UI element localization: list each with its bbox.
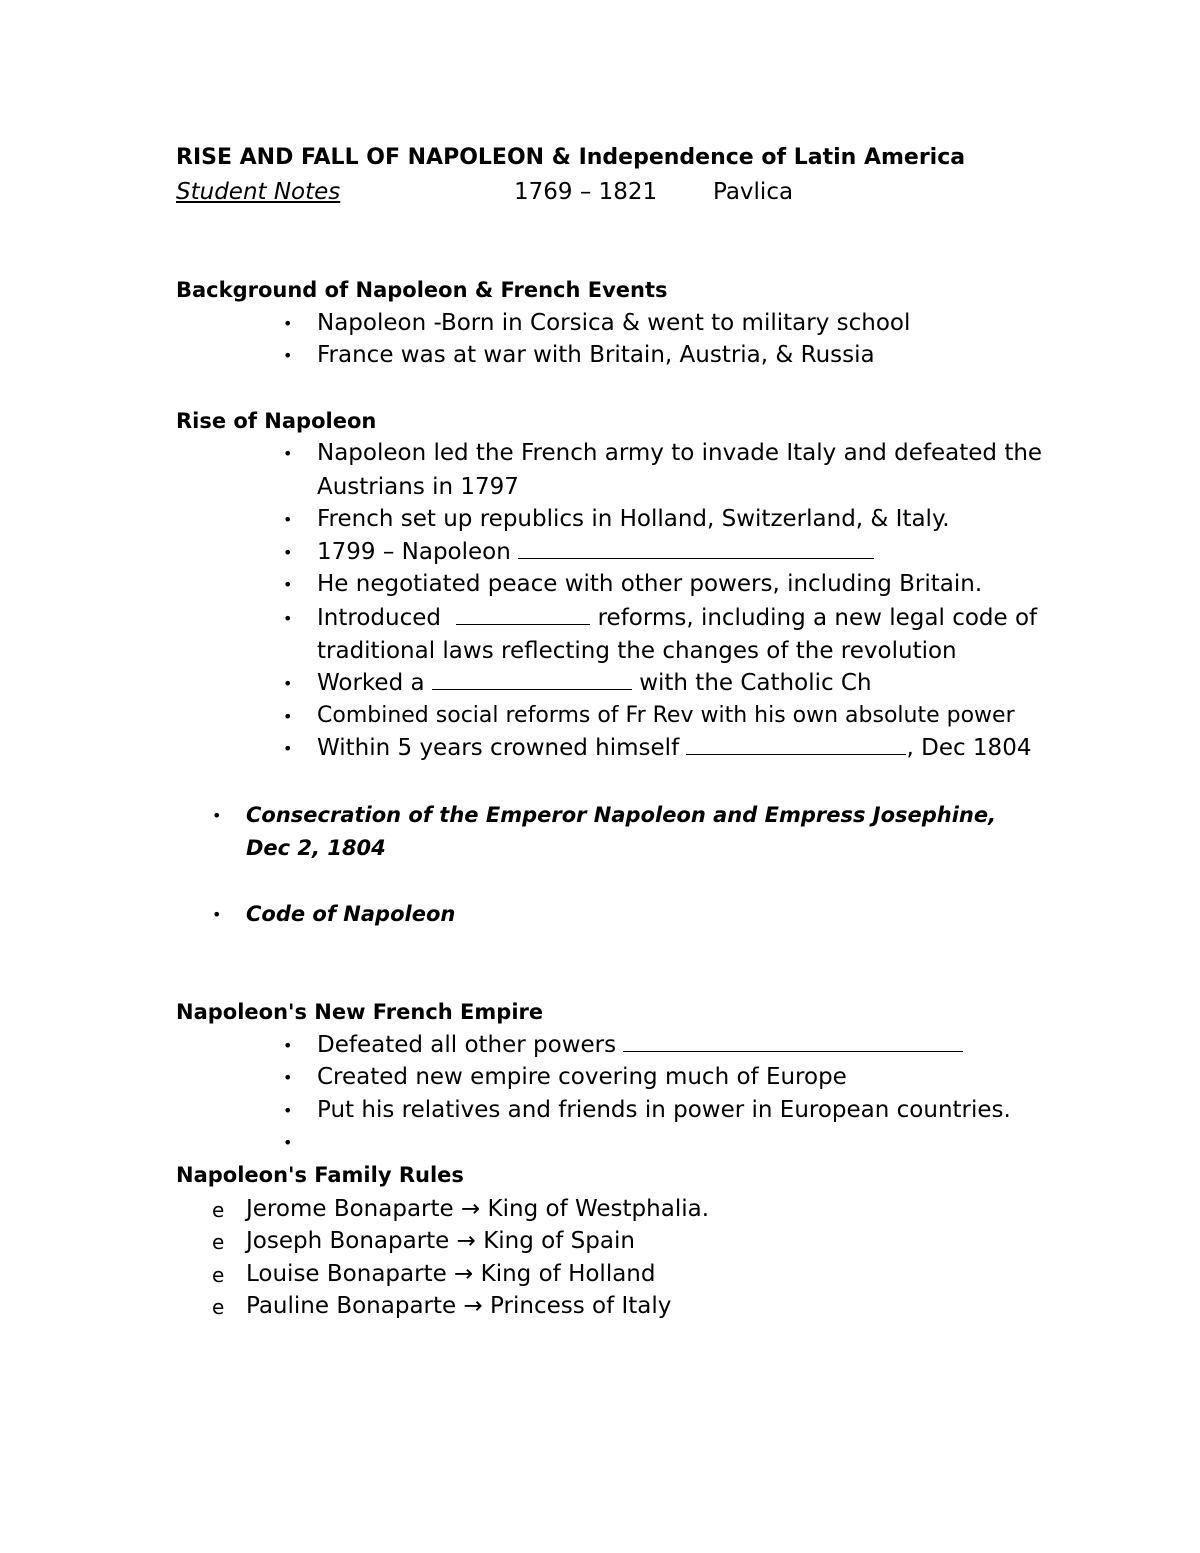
list-marker: e [212, 1263, 225, 1287]
list-item [317, 537, 874, 567]
section-heading-background: Background of Napoleon & French Events [176, 278, 668, 302]
bullet-icon: • [283, 346, 293, 365]
bullet-icon: • [283, 609, 293, 628]
list-item [317, 1030, 963, 1060]
bullet-icon: • [283, 444, 293, 463]
section-heading-rise: Rise of Napoleon [176, 409, 377, 433]
fill-in-blank[interactable] [432, 669, 632, 690]
fill-in-blank[interactable] [456, 604, 590, 625]
list-item: Combined social reforms of Fr Rev with his own absolute power [317, 703, 1015, 728]
item-text: , Dec 1804 [906, 735, 1032, 761]
subtitle: Student Notes [176, 179, 341, 205]
section-heading-family: Napoleon's Family Rules [176, 1163, 464, 1187]
list-item: Napoleon -Born in Corsica & went to military school [317, 310, 911, 336]
list-marker: e [212, 1295, 225, 1319]
caption-consecration: Consecration of the Emperor Napoleon and Empress Josephine, [246, 803, 997, 827]
bullet-icon: • [212, 905, 222, 924]
bullet-icon: • [283, 707, 293, 726]
item-text: Within 5 years crowned himself [317, 735, 680, 761]
list-item: Joseph Bonaparte → King of Spain [246, 1228, 635, 1254]
list-item: Jerome Bonaparte → King of Westphalia. [246, 1196, 709, 1222]
list-item: Napoleon led the French army to invade Italy and defeated the [317, 440, 1043, 466]
bullet-icon: • [283, 314, 293, 333]
list-item: He negotiated peace with other powers, including Britain. [317, 571, 983, 597]
bullet-icon: • [283, 1036, 293, 1055]
list-item [317, 733, 1031, 763]
list-item: Put his relatives and friends in power in European countries. [317, 1097, 1011, 1123]
bullet-icon: • [283, 1101, 293, 1120]
section-heading-empire: Napoleon's New French Empire [176, 1000, 544, 1024]
item-text: 1799 – Napoleon [317, 539, 511, 565]
fill-in-blank[interactable] [518, 538, 874, 559]
caption-consecration-date: Dec 2, 1804 [246, 836, 386, 860]
item-text: Introduced [317, 605, 441, 631]
bullet-icon: • [283, 543, 293, 562]
bullet-icon: • [283, 739, 293, 758]
list-item: Created new empire covering much of Europe [317, 1064, 847, 1090]
list-marker: e [212, 1198, 225, 1222]
bullet-icon: • [283, 510, 293, 529]
bullet-icon: • [212, 806, 222, 825]
bullet-icon: • [283, 575, 293, 594]
document-title: RISE AND FALL OF NAPOLEON & Independence of Latin America [176, 145, 966, 170]
list-item: Louise Bonaparte → King of Holland [246, 1261, 656, 1287]
item-text: Defeated all other powers [317, 1032, 617, 1058]
bullet-icon: • [283, 1068, 293, 1087]
fill-in-blank[interactable] [686, 734, 906, 755]
bullet-icon: • [283, 1133, 293, 1152]
year-range: 1769 – 1821 [514, 179, 658, 205]
item-text: Worked a [317, 670, 425, 696]
list-item [317, 668, 872, 698]
list-item-continuation: Austrians in 1797 [317, 474, 519, 500]
fill-in-blank[interactable] [623, 1031, 963, 1052]
author-name: Pavlica [713, 179, 794, 205]
list-item: French set up republics in Holland, Switzerland, & Italy. [317, 506, 950, 532]
list-item: Pauline Bonaparte → Princess of Italy [246, 1293, 672, 1319]
caption-code-of-napoleon: Code of Napoleon [246, 902, 456, 926]
list-item: France was at war with Britain, Austria, & Russia [317, 342, 875, 368]
item-text: reforms, including a new legal code of [597, 605, 1038, 631]
list-marker: e [212, 1230, 225, 1254]
item-text: with the Catholic Ch [639, 670, 872, 696]
list-item-continuation: traditional laws reflecting the changes of the revolution [317, 638, 957, 664]
bullet-icon: • [283, 674, 293, 693]
list-item [317, 603, 1037, 633]
